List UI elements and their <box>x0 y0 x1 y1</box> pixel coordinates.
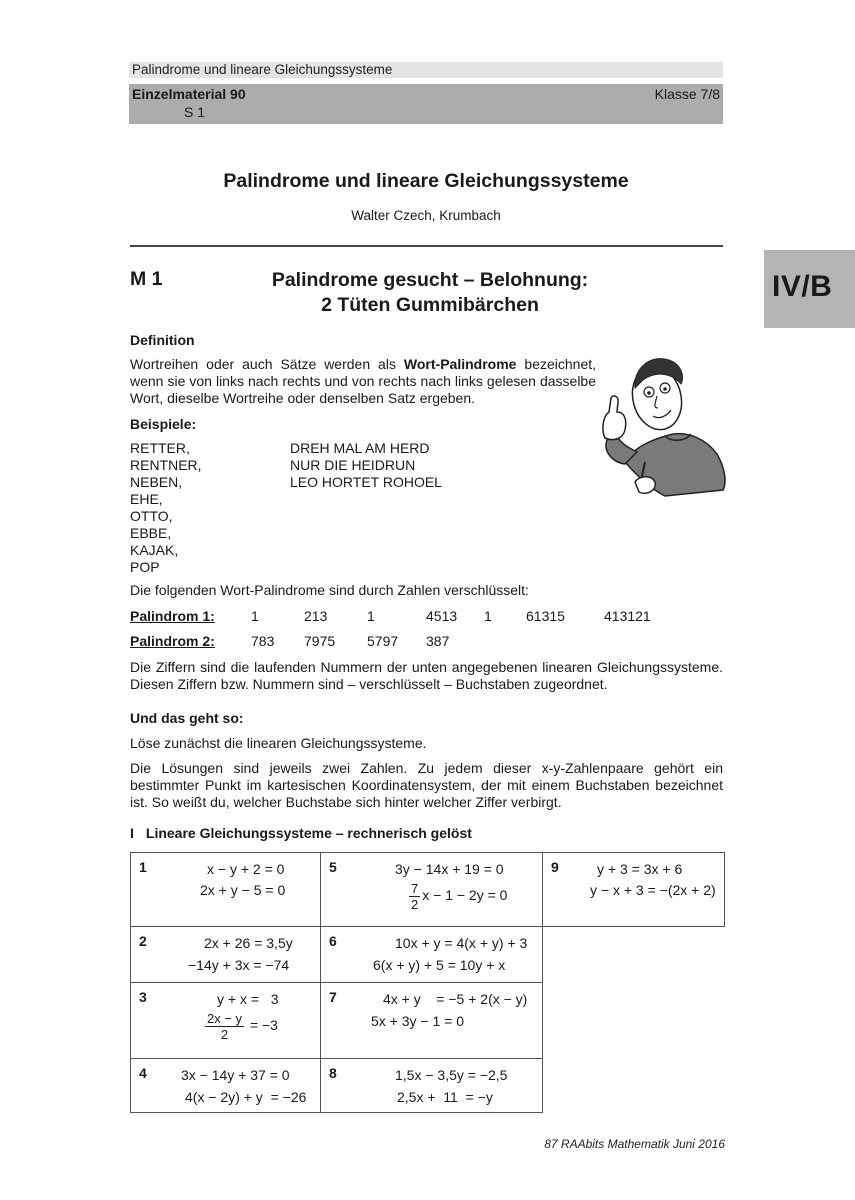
equation-line: x − y + 2 = 0 <box>207 861 285 877</box>
equation-line: 10x + y = 4(x + y) + 3 <box>395 935 528 951</box>
system-cell-6 <box>321 927 543 983</box>
system-cell-2 <box>131 927 321 983</box>
code-value: 783 <box>251 633 275 649</box>
material-number: Einzelmaterial 90 <box>132 86 246 102</box>
example-sentence: LEO HORTET ROHOEL <box>290 474 442 490</box>
example-word: OTTO, <box>130 508 173 524</box>
howto-step-2: Die Lösungen sind jeweils zwei Zahlen. Zu jedem dieser x-y-Zahlenpaare gehört ein bestimmter Punkt im kartesischen Koordinatensystem, der mit einem Buchstaben bezeichnet ist. So weißt du, welcher Buchstabe sich hinter welcher Ziffer verbirgt. <box>130 760 723 810</box>
chapter-tab-label: IV/B <box>772 270 833 303</box>
code-value: 1 <box>251 608 259 624</box>
code-value: 1 <box>484 608 492 624</box>
equation-line: y − x + 3 = −(2x + 2) <box>590 882 716 898</box>
example-word: POP <box>130 559 160 575</box>
document-title: Palindrome und lineare Gleichungssysteme <box>223 170 629 192</box>
part-title: Lineare Gleichungssysteme – rechnerisch gelöst <box>145 825 472 841</box>
explanation-text: Die Ziffern sind die laufenden Nummern der unten angegebenen linearen Gleichungssysteme. Diesen Ziffern bzw. Nummern sind – verschlüsselt – Buchstaben zugeordnet. <box>130 659 723 692</box>
system-cell-3 <box>131 983 321 1059</box>
definition-text-end: bezeichnet, wenn sie von links nach rechts und von rechts nach links gelesen dasselbe Wort, dieselbe Wortreihe oder denselben Satz ergeben. <box>130 356 597 406</box>
code-value: 413121 <box>604 608 651 624</box>
empty-cell <box>543 1059 725 1113</box>
definition-term: Wort-Palindrome <box>403 356 517 372</box>
examples-heading: Beispiele: <box>130 416 197 432</box>
cartoon-boy-illustration <box>595 350 730 502</box>
fraction <box>409 881 420 912</box>
page-number: S 1 <box>184 104 206 120</box>
example-sentence: DREH MAL AM HERD <box>290 440 430 456</box>
equation-line: 3x − 14y + 37 = 0 <box>181 1067 290 1083</box>
howto-heading: Und das geht so: <box>130 710 244 726</box>
system-cell-4 <box>131 1059 321 1113</box>
section-title-line2: 2 Tüten Gummibärchen <box>321 294 539 316</box>
equation-line <box>205 1011 278 1042</box>
equation-rest: = −3 <box>249 1017 278 1034</box>
system-number: 7 <box>329 989 337 1005</box>
example-word: RENTNER, <box>130 457 202 473</box>
empty-cell <box>543 927 725 983</box>
code-value: 1 <box>367 608 375 624</box>
example-sentence: NUR DIE HEIDRUN <box>290 457 416 473</box>
material-header <box>129 84 723 124</box>
system-number: 3 <box>139 989 147 1005</box>
equation-line: 1,5x − 3,5y = −2,5 <box>395 1067 508 1083</box>
example-word: EBBE, <box>130 525 172 541</box>
equation-line: −14y + 3x = −74 <box>188 957 290 973</box>
section-label: M 1 <box>130 268 163 290</box>
equation-line <box>409 881 507 912</box>
system-number: 5 <box>329 859 337 875</box>
chapter-tab <box>764 250 855 328</box>
howto-step-1: Löse zunächst die linearen Gleichungssysteme. <box>130 735 427 751</box>
code-value: 213 <box>304 608 328 624</box>
part-heading <box>130 825 723 842</box>
example-sentences <box>290 440 442 491</box>
system-cell-9 <box>543 853 725 927</box>
encoded-intro: Die folgenden Wort-Palindrome sind durch Zahlen verschlüsselt: <box>130 582 529 598</box>
system-number: 8 <box>329 1065 337 1081</box>
example-word: EHE, <box>130 491 163 507</box>
section-title <box>200 268 660 318</box>
example-word: KAJAK, <box>130 542 179 558</box>
equation-line: y + x = 3 <box>217 991 279 1007</box>
equation-line: 4x + y = −5 + 2(x − y) <box>383 991 528 1007</box>
palindrome-2-label: Palindrom 2: <box>130 633 215 649</box>
code-value: 61315 <box>526 608 565 624</box>
definition-text <box>130 356 596 407</box>
running-header: Palindrome und lineare Gleichungssysteme <box>129 62 723 78</box>
system-number: 6 <box>329 933 337 949</box>
code-value: 4513 <box>426 608 458 624</box>
fraction-numerator: 2x − y <box>207 1011 243 1026</box>
system-number: 9 <box>551 859 559 875</box>
fraction-numerator: 7 <box>411 881 419 896</box>
equation-line: 3y − 14x + 19 = 0 <box>395 861 504 877</box>
palindrome-1-label: Palindrom 1: <box>130 608 215 624</box>
empty-cell <box>543 983 725 1059</box>
code-value: 7975 <box>304 633 336 649</box>
code-value: 5797 <box>367 633 399 649</box>
example-word: NEBEN, <box>130 474 183 490</box>
equation-rest: x − 1 − 2y = 0 <box>422 887 508 904</box>
definition-text-start: Wortreihen oder auch Sätze werden als <box>130 356 404 372</box>
page-footer: 87 RAAbits Mathematik Juni 2016 <box>544 1137 725 1151</box>
fraction-denominator: 2 <box>411 897 419 912</box>
fraction <box>205 1011 244 1042</box>
fraction-denominator: 2 <box>220 1027 229 1042</box>
system-cell-5 <box>321 853 543 927</box>
system-cell-7 <box>321 983 543 1059</box>
code-value: 387 <box>426 633 450 649</box>
system-number: 2 <box>139 933 147 949</box>
equation-line: 4(x − 2y) + y = −26 <box>185 1089 307 1105</box>
system-number: 1 <box>139 859 147 875</box>
equation-line: 2,5x + 11 = −y <box>397 1089 493 1105</box>
equation-line: 5x + 3y − 1 = 0 <box>371 1013 465 1029</box>
equation-systems-table <box>130 852 725 1113</box>
section-title-line1: Palindrome gesucht – Belohnung: <box>271 269 589 291</box>
divider <box>130 245 723 247</box>
system-number: 4 <box>139 1065 147 1081</box>
grade-level: Klasse 7/8 <box>654 86 720 102</box>
equation-line: 6(x + y) + 5 = 10y + x <box>373 957 506 973</box>
equation-line: y + 3 = 3x + 6 <box>597 861 683 877</box>
example-words <box>130 440 202 576</box>
system-cell-8 <box>321 1059 543 1113</box>
author: Walter Czech, Krumbach <box>351 208 501 223</box>
example-word: RETTER, <box>130 440 190 456</box>
equation-line: 2x + 26 = 3,5y <box>204 935 293 951</box>
definition-heading: Definition <box>130 332 195 348</box>
equation-line: 2x + y − 5 = 0 <box>200 882 286 898</box>
part-numeral: I <box>130 825 134 841</box>
system-cell-1 <box>131 853 321 927</box>
